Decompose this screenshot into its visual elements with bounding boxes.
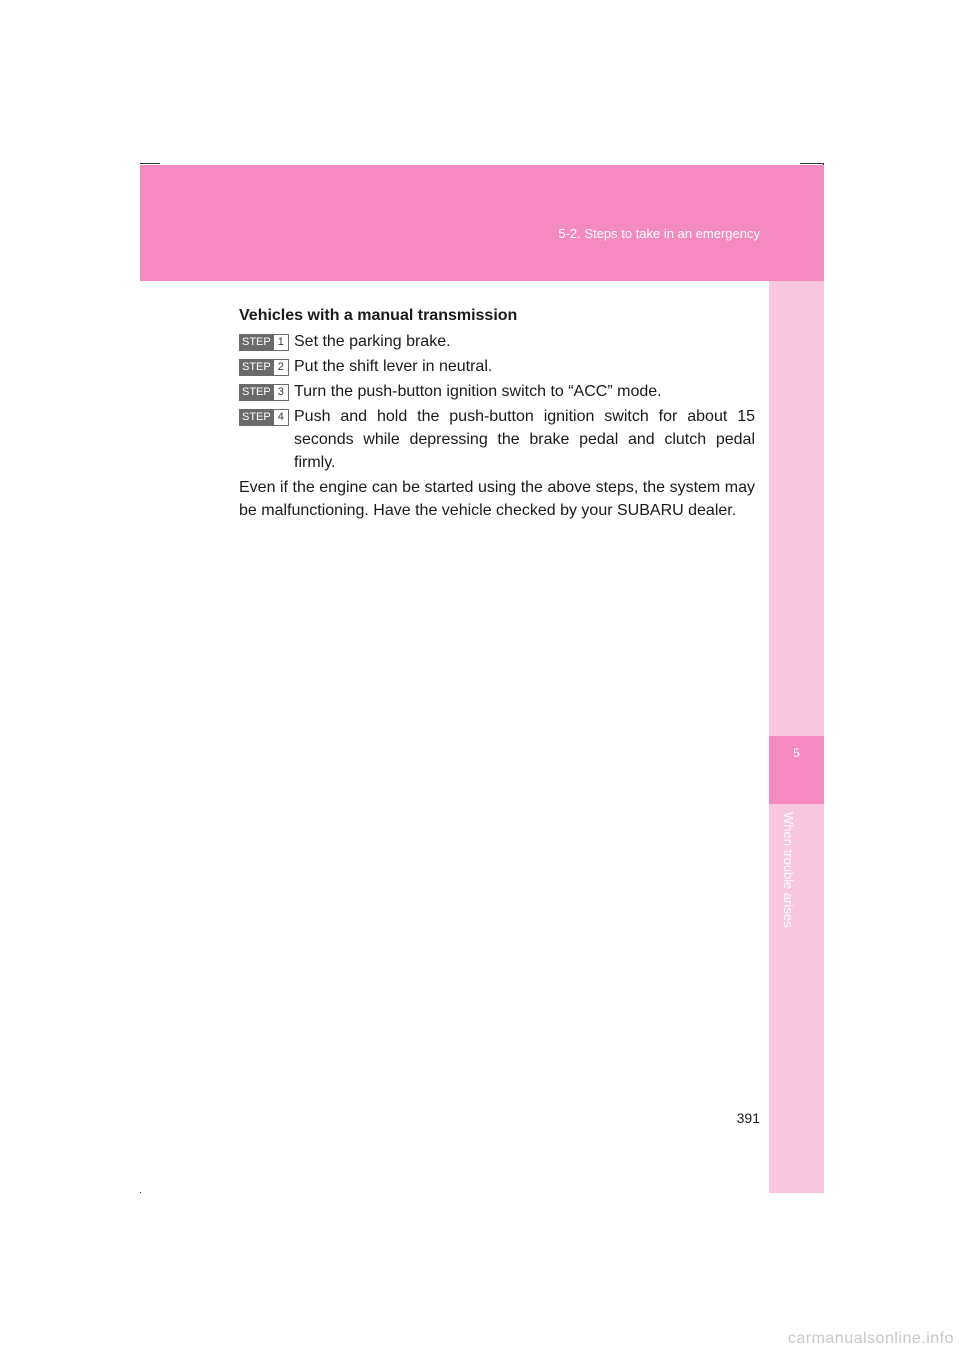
chapter-title — [769, 812, 824, 952]
step-badge-label: STEP — [240, 335, 274, 350]
step-badge — [239, 384, 289, 401]
section-title: 5-2. Steps to take in an emergency — [558, 226, 760, 241]
step-text: Put the shift lever in neutral. — [294, 358, 493, 375]
crop-mark — [140, 1192, 141, 1193]
step-badge-label: STEP — [240, 360, 274, 375]
header-band — [140, 165, 824, 281]
step-text: Set the parking brake. — [294, 333, 451, 350]
step-badge — [239, 359, 289, 376]
crop-mark — [140, 163, 160, 164]
page-content — [239, 304, 755, 522]
step-badge-number: 4 — [274, 410, 288, 425]
step-badge — [239, 409, 289, 426]
step-text: Turn the push-button ignition switch to “ACC” mode. — [294, 383, 662, 400]
section-heading: Vehicles with a manual transmission — [239, 307, 518, 324]
step-text: Push and hold the push-button ignition switch for about 15 seconds while depressing the brake pedal and clutch pedal firmly. — [294, 408, 755, 471]
chapter-title-text: When trouble arises — [781, 812, 796, 928]
step-item — [239, 355, 755, 378]
chapter-tab[interactable] — [769, 736, 824, 804]
step-badge — [239, 334, 289, 351]
chapter-number: 5 — [793, 746, 800, 760]
page-number: 391 — [736, 1110, 760, 1126]
step-badge-label: STEP — [240, 410, 274, 425]
step-badge-number: 1 — [274, 335, 288, 350]
watermark: carmanualsonline.info — [787, 1330, 954, 1347]
note-paragraph: Even if the engine can be started using the above steps, the system may be malfunctioning. Have the vehicle checked by your SUBARU dealer. — [239, 479, 755, 519]
step-badge-number: 2 — [274, 360, 288, 375]
step-item — [239, 330, 755, 353]
step-badge-label: STEP — [240, 385, 274, 400]
crop-mark — [800, 163, 824, 164]
step-badge-number: 3 — [274, 385, 288, 400]
step-item — [239, 405, 755, 474]
step-item — [239, 380, 755, 403]
